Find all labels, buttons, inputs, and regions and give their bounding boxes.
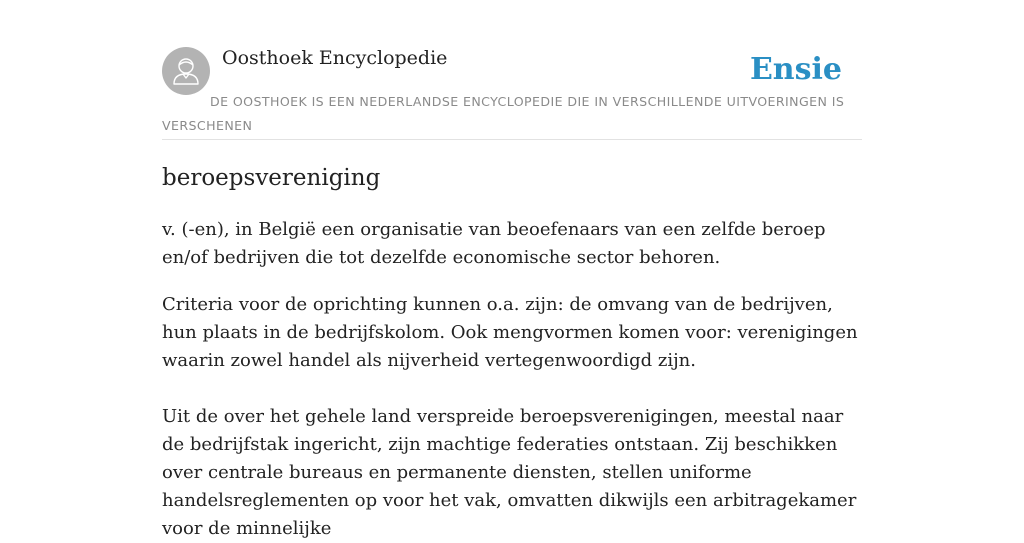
site-header bbox=[162, 46, 862, 140]
ensie-logo[interactable]: Ensie bbox=[749, 52, 842, 87]
entry-title: beroepsvereniging bbox=[162, 165, 381, 191]
entry-paragraph-3: Uit de over het gehele land verspreide beroepsverenigingen, meestal naar de bedrijfstak ingericht, zijn machtige federaties ontstaan. Zij beschikken over centrale bureaus en permanente diensten, stellen uniforme handelsreglementen op voor het vak, omvatten dikwijls een arbitragekamer voor de minnelijke bbox=[162, 406, 857, 539]
entry-content bbox=[162, 160, 862, 543]
site-tagline: DE OOSTHOEK IS EEN NEDERLANDSE ENCYCLOPEDIE DIE IN VERSCHILLENDE UITVOERINGEN IS VERSCHENEN bbox=[162, 94, 845, 133]
entry-paragraph-1: v. (-en), in België een organisatie van beoefenaars van een zelfde beroep en/of bedrijven die tot dezelfde economische sector behoren. bbox=[162, 219, 826, 268]
entry-paragraph-2: Criteria voor de oprichting kunnen o.a. zijn: de omvang van de bedrijven, hun plaats in de bedrijfskolom. Ook mengvormen komen voor: verenigingen waarin zowel handel als nijverheid vertegenwoordigd zijn. bbox=[162, 294, 858, 371]
site-name[interactable]: Oosthoek Encyclopedie bbox=[222, 47, 448, 69]
user-avatar-icon[interactable] bbox=[162, 47, 210, 95]
